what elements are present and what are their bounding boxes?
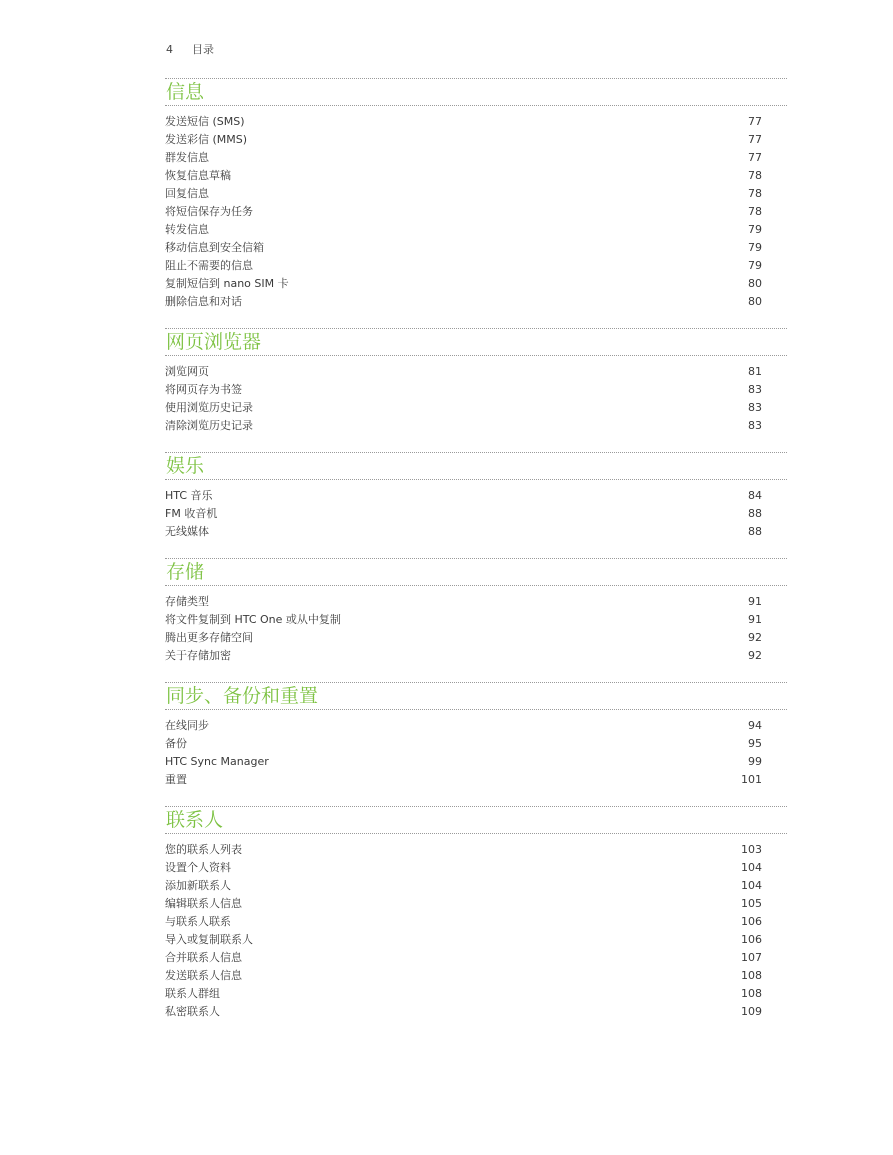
toc-entry[interactable] (165, 113, 787, 131)
toc-entry-page: 101 (741, 773, 762, 786)
toc-entry[interactable] (165, 203, 787, 221)
toc-entry[interactable] (165, 985, 787, 1003)
toc-entry-label: 清除浏览历史记录 (165, 419, 253, 432)
toc-section (165, 328, 787, 435)
toc-section (165, 682, 787, 789)
toc-entry-label: 备份 (165, 737, 187, 750)
toc-entry-page: 77 (748, 115, 762, 128)
toc-entry-page: 83 (748, 419, 762, 432)
section-title: 存储 (165, 558, 787, 586)
toc-entry[interactable] (165, 381, 787, 399)
toc-list (165, 113, 787, 311)
toc-entry-page: 88 (748, 525, 762, 538)
toc-entry[interactable] (165, 131, 787, 149)
toc-entry[interactable] (165, 1003, 787, 1021)
toc-entry-page: 91 (748, 613, 762, 626)
toc-entry-page: 106 (741, 915, 762, 928)
page-header (166, 41, 214, 57)
toc-entry-page: 77 (748, 133, 762, 146)
toc-entry[interactable] (165, 239, 787, 257)
toc-entry-label: 使用浏览历史记录 (165, 401, 253, 414)
toc-entry[interactable] (165, 647, 787, 665)
toc-entry-page: 99 (748, 755, 762, 768)
toc-entry-page: 94 (748, 719, 762, 732)
toc-entry-page: 108 (741, 969, 762, 982)
section-title: 网页浏览器 (165, 328, 787, 356)
toc-entry-label: 发送短信 (SMS) (165, 115, 245, 128)
toc-entry-label: 移动信息到安全信箱 (165, 241, 264, 254)
toc-entry-label: 发送联系人信息 (165, 969, 242, 982)
toc-entry-page: 105 (741, 897, 762, 910)
toc-list (165, 717, 787, 789)
toc-entry-page: 80 (748, 295, 762, 308)
toc-entry[interactable] (165, 293, 787, 311)
toc-entry[interactable] (165, 913, 787, 931)
toc-entry-page: 104 (741, 879, 762, 892)
toc-entry-page: 78 (748, 205, 762, 218)
toc-entry-label: 在线同步 (165, 719, 209, 732)
toc-entry-label: 恢复信息草稿 (165, 169, 231, 182)
toc-entry[interactable] (165, 399, 787, 417)
toc-entry-page: 104 (741, 861, 762, 874)
toc-entry-page: 103 (741, 843, 762, 856)
toc-section (165, 558, 787, 665)
toc-entry-label: 发送彩信 (MMS) (165, 133, 248, 146)
toc-entry[interactable] (165, 487, 787, 505)
toc-section (165, 452, 787, 541)
toc-section (165, 78, 787, 311)
toc-entry-label: 合并联系人信息 (165, 951, 242, 964)
toc-entry-label: HTC 音乐 (165, 489, 213, 502)
toc-entry[interactable] (165, 417, 787, 435)
toc-entry-label: 将网页存为书签 (165, 383, 242, 396)
toc-list (165, 593, 787, 665)
toc-entry-label: 无线媒体 (165, 525, 209, 538)
toc-entry-page: 88 (748, 507, 762, 520)
toc-entry-page: 81 (748, 365, 762, 378)
toc-entry-label: 添加新联系人 (165, 879, 231, 892)
toc-entry-page: 84 (748, 489, 762, 502)
toc-entry-page: 92 (748, 649, 762, 662)
toc-entry-page: 92 (748, 631, 762, 644)
toc-entry-page: 79 (748, 223, 762, 236)
toc-entry[interactable] (165, 523, 787, 541)
toc-entry-label: FM 收音机 (165, 507, 218, 520)
toc-entry[interactable] (165, 167, 787, 185)
toc-entry[interactable] (165, 967, 787, 985)
toc-list (165, 363, 787, 435)
section-title: 娱乐 (165, 452, 787, 480)
toc-entry-label: 删除信息和对话 (165, 295, 242, 308)
toc-entry-label: 重置 (165, 773, 187, 786)
toc-entry-page: 80 (748, 277, 762, 290)
header-title: 目录 (192, 43, 214, 56)
toc-section (165, 806, 787, 1021)
toc-entry[interactable] (165, 149, 787, 167)
toc-entry-label: 转发信息 (165, 223, 209, 236)
toc-entry-label: 群发信息 (165, 151, 209, 164)
toc-entry-page: 106 (741, 933, 762, 946)
toc-entry-page: 109 (741, 1005, 762, 1018)
page-number: 4 (166, 43, 173, 56)
toc-entry[interactable] (165, 753, 787, 771)
toc-entry-label: 导入或复制联系人 (165, 933, 253, 946)
toc-entry-label: 存储类型 (165, 595, 209, 608)
toc-entry-page: 108 (741, 987, 762, 1000)
toc-entry-page: 78 (748, 187, 762, 200)
toc-entry[interactable] (165, 949, 787, 967)
toc-entry-page: 107 (741, 951, 762, 964)
toc-entry-label: 浏览网页 (165, 365, 209, 378)
toc-entry-page: 83 (748, 383, 762, 396)
toc-entry-label: 阻止不需要的信息 (165, 259, 253, 272)
toc-entry[interactable] (165, 859, 787, 877)
toc-entry[interactable] (165, 363, 787, 381)
section-title: 联系人 (165, 806, 787, 834)
toc-entry-label: 与联系人联系 (165, 915, 231, 928)
toc-entry[interactable] (165, 611, 787, 629)
toc-entry[interactable] (165, 629, 787, 647)
toc-entry[interactable] (165, 877, 787, 895)
toc-entry-page: 79 (748, 241, 762, 254)
table-of-contents (165, 78, 787, 1038)
toc-entry[interactable] (165, 185, 787, 203)
toc-entry-page: 83 (748, 401, 762, 414)
toc-entry[interactable] (165, 275, 787, 293)
toc-entry-label: 复制短信到 nano SIM 卡 (165, 277, 289, 290)
toc-entry-label: 腾出更多存储空间 (165, 631, 253, 644)
toc-entry-label: 编辑联系人信息 (165, 897, 242, 910)
toc-entry[interactable] (165, 735, 787, 753)
toc-list (165, 841, 787, 1021)
toc-entry[interactable] (165, 771, 787, 789)
toc-entry-label: 您的联系人列表 (165, 843, 242, 856)
toc-entry-page: 95 (748, 737, 762, 750)
toc-entry[interactable] (165, 593, 787, 611)
toc-entry-page: 77 (748, 151, 762, 164)
toc-entry[interactable] (165, 841, 787, 859)
toc-entry[interactable] (165, 895, 787, 913)
toc-entry-label: 将文件复制到 HTC One 或从中复制 (165, 613, 341, 626)
toc-entry-label: HTC Sync Manager (165, 755, 269, 768)
toc-entry-label: 联系人群组 (165, 987, 220, 1000)
toc-entry-page: 78 (748, 169, 762, 182)
toc-entry-label: 关于存储加密 (165, 649, 231, 662)
toc-entry-label: 设置个人资料 (165, 861, 231, 874)
toc-entry[interactable] (165, 221, 787, 239)
toc-entry-page: 79 (748, 259, 762, 272)
toc-entry[interactable] (165, 931, 787, 949)
toc-entry-label: 回复信息 (165, 187, 209, 200)
toc-entry-page: 91 (748, 595, 762, 608)
toc-list (165, 487, 787, 541)
toc-entry-label: 将短信保存为任务 (165, 205, 253, 218)
toc-entry[interactable] (165, 505, 787, 523)
toc-entry-label: 私密联系人 (165, 1005, 220, 1018)
section-title: 同步、备份和重置 (165, 682, 787, 710)
toc-entry[interactable] (165, 257, 787, 275)
toc-entry[interactable] (165, 717, 787, 735)
section-title: 信息 (165, 78, 787, 106)
